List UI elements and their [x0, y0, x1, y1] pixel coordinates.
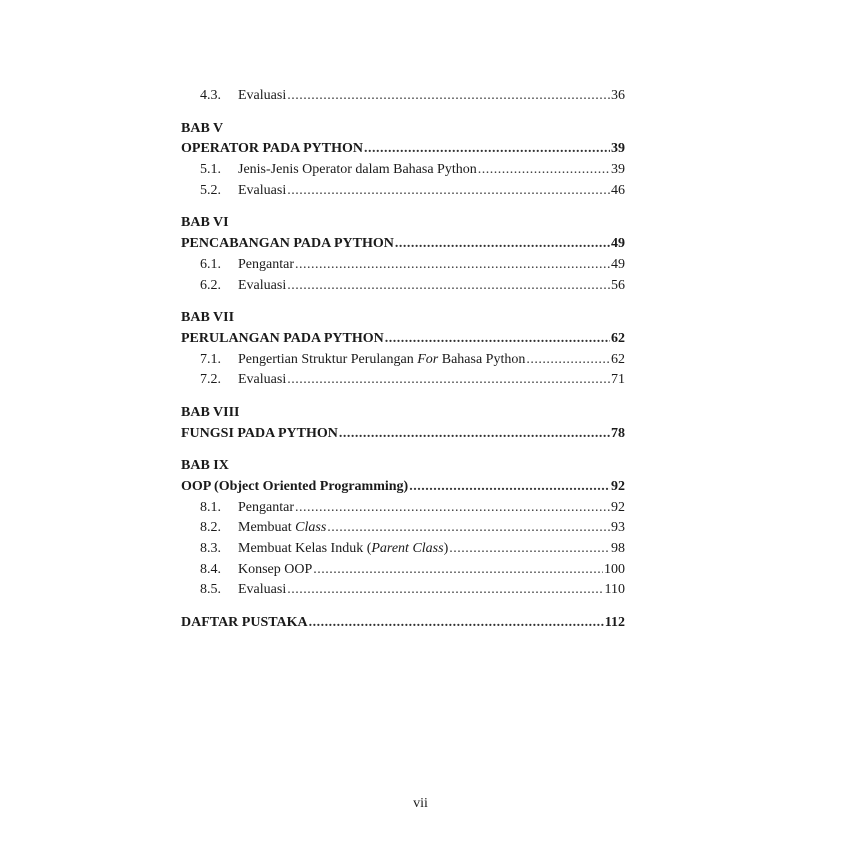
dot-leader [385, 331, 610, 347]
toc-subsection-entry [181, 352, 625, 373]
dot-leader [339, 426, 610, 442]
toc-page-number: 39 [611, 141, 625, 157]
toc-chapter-heading [181, 331, 625, 352]
dot-leader [287, 372, 610, 388]
dot-leader [287, 183, 610, 199]
dot-leader [409, 479, 610, 495]
toc-page-number: 49 [611, 236, 625, 252]
toc-page-number: 71 [611, 372, 625, 388]
toc-entry-title: Pengantar [238, 499, 294, 515]
toc-chapter-heading [181, 615, 625, 636]
toc-entry-title: PENCABANGAN PADA PYTHON [181, 236, 394, 252]
toc-entry-title: Evaluasi [238, 277, 287, 293]
toc-section-number: 7.2. [200, 372, 221, 388]
toc-page-number: 49 [611, 256, 625, 272]
toc-section-number: 8.1. [200, 499, 221, 515]
dot-leader [287, 88, 610, 104]
toc-entry-title: Evaluasi [238, 372, 287, 388]
table-of-contents [181, 88, 625, 636]
toc-page-number: 56 [611, 277, 625, 293]
toc-subsection-entry [181, 582, 625, 603]
dot-leader [313, 562, 603, 578]
section-gap [181, 393, 625, 405]
toc-entry-title: Jenis-Jenis Operator dalam Bahasa Python [238, 162, 477, 178]
toc-title-part: ) [443, 541, 449, 557]
toc-subsection-entry [181, 162, 625, 183]
toc-entry-title [238, 520, 326, 536]
toc-entry-title: Evaluasi [238, 88, 287, 103]
toc-section-number: 4.3. [200, 88, 221, 103]
toc-page-number: 93 [611, 520, 625, 536]
toc-entry-title [238, 541, 448, 557]
toc-page-number: 92 [611, 479, 625, 494]
toc-chapter-label [181, 121, 625, 142]
toc-title-italic-part: Class [295, 520, 327, 536]
toc-page-number: 110 [604, 582, 625, 598]
page-number: vii [413, 796, 428, 811]
dot-leader [287, 582, 603, 598]
toc-chapter-label [181, 458, 625, 479]
toc-entry-title: BAB VI [181, 215, 229, 231]
section-gap [181, 603, 625, 615]
toc-title-part: Membuat Kelas Induk ( [238, 541, 372, 557]
toc-entry-title: OPERATOR PADA PYTHON [181, 141, 364, 157]
toc-chapter-heading [181, 426, 625, 447]
toc-entry-title: Evaluasi [238, 182, 287, 198]
toc-section-number: 5.2. [200, 182, 221, 198]
toc-entry-title: OOP (Object Oriented Programming) [181, 479, 409, 494]
toc-page-number: 112 [604, 615, 625, 631]
toc-entry-title: Evaluasi [238, 582, 287, 598]
toc-entry-title: PERULANGAN PADA PYTHON [181, 330, 384, 346]
toc-page-number: 46 [611, 182, 625, 198]
toc-entry-title: BAB IX [181, 458, 229, 474]
toc-page-number: 100 [604, 561, 625, 577]
toc-title-part: Membuat [238, 520, 296, 536]
toc-section-number: 5.1. [200, 162, 221, 178]
toc-entry-title: Konsep OOP [238, 561, 313, 577]
dot-leader [295, 500, 610, 516]
toc-subsection-entry [181, 88, 625, 109]
toc-subsection-entry [181, 257, 625, 278]
toc-chapter-label [181, 310, 625, 331]
dot-leader [295, 257, 610, 273]
toc-subsection-entry [181, 372, 625, 393]
toc-page-number: 36 [611, 88, 625, 103]
toc-chapter-heading [181, 479, 625, 500]
dot-leader [478, 162, 610, 178]
toc-title-italic-part: Parent Class [371, 541, 444, 557]
toc-section-number: 8.3. [200, 541, 221, 557]
toc-entry-title: Pengantar [238, 256, 294, 272]
toc-section-number: 8.2. [200, 520, 221, 536]
section-gap [181, 109, 625, 121]
toc-entry-title: FUNGSI PADA PYTHON [181, 425, 338, 441]
toc-title-italic-part: For [417, 351, 439, 367]
dot-leader [309, 615, 604, 631]
dot-leader [287, 278, 610, 294]
toc-chapter-heading [181, 141, 625, 162]
section-gap [181, 203, 625, 215]
toc-entry-title [238, 352, 525, 368]
dot-leader [449, 541, 610, 557]
toc-entry-title: BAB VII [181, 310, 235, 326]
dot-leader [526, 352, 610, 368]
toc-subsection-entry [181, 562, 625, 583]
toc-title-part: Bahasa Python [438, 351, 526, 367]
toc-subsection-entry [181, 278, 625, 299]
toc-chapter-heading [181, 236, 625, 257]
toc-page-number: 92 [611, 499, 625, 515]
toc-section-number: 7.1. [200, 351, 221, 367]
section-gap [181, 446, 625, 458]
toc-chapter-label [181, 215, 625, 236]
toc-section-number: 6.2. [200, 277, 221, 293]
toc-page-number: 62 [611, 351, 625, 367]
toc-page-number: 78 [611, 425, 625, 441]
dot-leader [327, 520, 610, 536]
toc-page-number: 62 [611, 330, 625, 346]
toc-entry-title: DAFTAR PUSTAKA [181, 615, 308, 631]
toc-section-number: 8.5. [200, 582, 221, 598]
toc-section-number: 6.1. [200, 256, 221, 272]
dot-leader [364, 141, 610, 157]
section-gap [181, 298, 625, 310]
toc-subsection-entry [181, 520, 625, 541]
toc-page-number: 98 [611, 541, 625, 557]
dot-leader [395, 236, 610, 252]
toc-entry-title: BAB VIII [181, 404, 240, 420]
toc-subsection-entry [181, 541, 625, 562]
toc-page-number: 39 [611, 162, 625, 178]
toc-entry-title: BAB V [181, 120, 224, 136]
toc-title-part: Pengertian Struktur Perulangan [238, 351, 418, 367]
toc-subsection-entry [181, 183, 625, 204]
toc-subsection-entry [181, 500, 625, 521]
toc-section-number: 8.4. [200, 561, 221, 577]
toc-chapter-label [181, 405, 625, 426]
